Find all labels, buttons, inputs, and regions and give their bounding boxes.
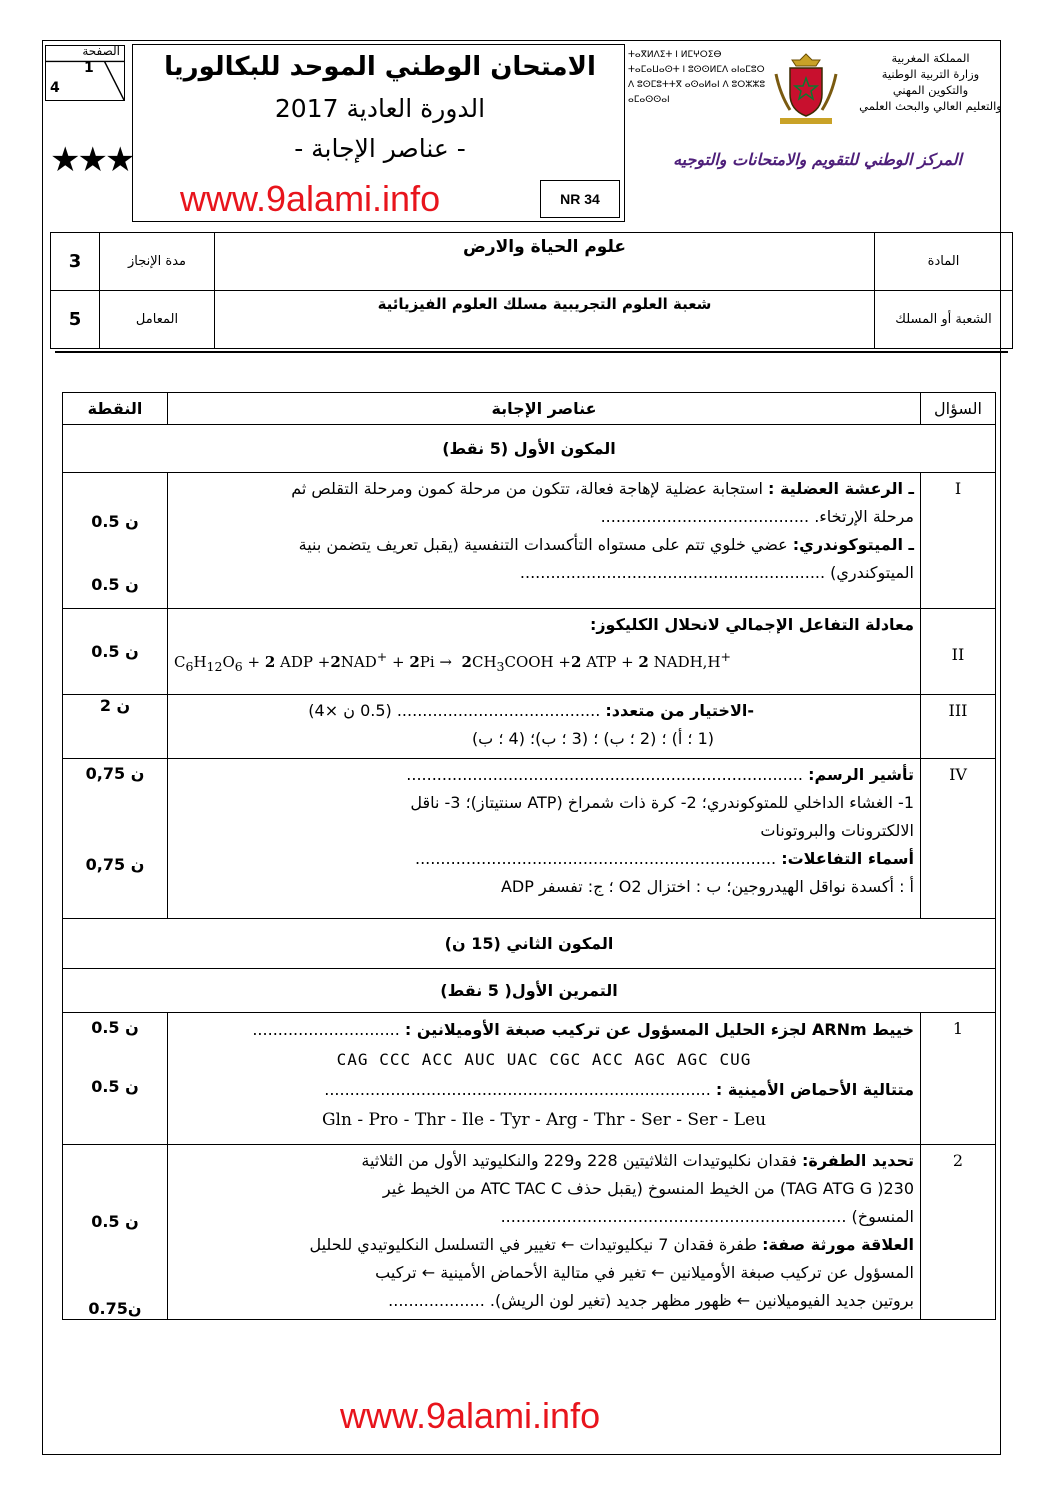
answer-text: استجابة عضلية لإهاجة فعالة، تتكون من مرحلة كمون ومرحلة التقلص ثم	[291, 479, 768, 498]
answer-heading: تأشير الرسم:	[808, 765, 914, 784]
exam-subtitle: - عناصر الإجابة -	[294, 134, 466, 163]
answer-heading: معادلة التفاعل الإجمالي لانحلال الكليكوز:	[589, 615, 914, 634]
answer-text: المسؤول عن تركيب صبغة الأوميلانين ← تغير في متالية الأحماض الأمينية ← تركيب	[375, 1263, 914, 1282]
points-value: 0.5 ن	[91, 1212, 139, 1231]
coefficient-value: 5	[51, 291, 100, 349]
tifinagh-line: ⵜⴰⴳⵍⴷⵉⵜ ⵏ ⵍⵎⵖⵔⵉⴱ	[628, 50, 722, 60]
header-question: السؤال	[921, 393, 996, 425]
answer-heading: تحديد الطفرة:	[802, 1151, 914, 1170]
question-number: 1	[921, 1013, 996, 1145]
website-link-bottom[interactable]: www.9alami.info	[340, 1395, 601, 1436]
header-answers: عناصر الإجابة	[168, 393, 921, 425]
tifinagh-line: ⵜⴰⵎⴰⵡⴰⵙⵜ ⵏ ⵓⵙⵙⵍⵎⴷ ⴰⵏⴰⵎⵓⵔ	[628, 65, 765, 75]
answer-heading: -الاختيار من متعدد:	[605, 701, 754, 720]
ministry-line: وزارة التربية الوطنية	[881, 67, 980, 81]
mcq-answer: (1 ؛ أ) ؛ (2 ؛ ب) ؛ (3 ؛ ب)؛ (4 ؛ ب)	[471, 729, 714, 748]
answer-cell	[168, 759, 921, 919]
answer-cell	[168, 609, 921, 695]
question-number: 2	[921, 1145, 996, 1320]
subject-label: المادة	[875, 233, 1013, 291]
points-cell	[63, 473, 168, 609]
page-number: 1	[84, 60, 94, 76]
ministry-name	[848, 50, 1013, 114]
duration-label: مدة الإنجاز	[100, 233, 215, 291]
points-value: 0.5 ن	[91, 512, 139, 531]
exam-code: NR 34	[540, 180, 620, 218]
question-number: I	[921, 473, 996, 609]
website-link-top[interactable]: www.9alami.info	[180, 178, 441, 219]
answer-cell	[168, 695, 921, 759]
answer-text: بروتين جديد الفيوميلانين ← ظهور مظهر جديد (تغير لون الريش). ...................	[388, 1291, 914, 1310]
answer-dots: .......................................................................	[415, 849, 782, 868]
points-value: 0,75 ن	[85, 855, 145, 874]
branch-name: شعبة العلوم التجريبية مسلك العلوم الفيزيائية	[215, 291, 875, 349]
branch-label: الشعبة أو المسلك	[875, 291, 1013, 349]
answer-table	[62, 392, 996, 1320]
points-value: 0.75ن	[88, 1299, 142, 1318]
mrna-codons: CAG CCC ACC AUC UAC CGC ACC AGC AGC CUG	[336, 1050, 752, 1069]
tifinagh-ministry-text	[628, 48, 768, 108]
answer-text: فقدان نكليوتيدات الثلاثيتين 228 و229 والنكليوتيد الأول من الثلاثية	[361, 1151, 802, 1170]
points-cell	[63, 1145, 168, 1320]
answer-heading: أسماء التفاعلات:	[781, 849, 914, 868]
term-heading: ـ الرعشة العضلية :	[768, 479, 914, 498]
tifinagh-line: ⴷ ⵓⵙⵎⵓⵜⵜⴳ ⴰⵙⴰⵍⴰⵏ ⴷ ⵓⵔⵣⵣⵓ ⴰⵎⴰⵙⵙⴰⵏ	[628, 80, 766, 105]
answer-cell	[168, 1013, 921, 1145]
answer-dots: ..............................................................................	[406, 765, 809, 784]
difficulty-stars: ★★★	[50, 140, 133, 180]
ministry-line: المملكة المغربية	[891, 51, 970, 65]
answer-heading: متتالية الأحماض الأمينية :	[715, 1080, 914, 1099]
answer-text: الميتوكندري) ............................................................	[519, 563, 914, 582]
answer-heading: خييط ARNm لجزء الحليل المسؤول عن تركيب صبغة الأوميلانين :	[404, 1020, 914, 1039]
subject-name: علوم الحياة والارض	[215, 233, 875, 291]
points-value: 0.5 ن	[63, 609, 168, 695]
answer-cell	[168, 473, 921, 609]
question-number: II	[921, 609, 996, 695]
coat-of-arms-icon	[770, 50, 842, 128]
glycolysis-equation: $C_6H_{12}O_6 + 2$ ADP $+2NAD^+ + 2Pi \to 2CH_3COOH +2$ ATP + 2 NADH,H+	[174, 649, 732, 674]
points-value: 0.5 ن	[91, 575, 139, 594]
question-number: III	[921, 695, 996, 759]
points-value: 0.5 ن	[91, 1018, 139, 1037]
answer-text: أ : أكسدة نواقل الهيدروجين؛ ب : اختزال O2 ؛ ج: تفسفر ADP	[500, 877, 914, 896]
section-heading: المكون الأول (5 نقط)	[63, 425, 996, 473]
page-label: الصفحة	[82, 44, 120, 58]
ministry-line: والتعليم العالي والبحث العلمي	[859, 99, 1002, 113]
points-cell	[63, 759, 168, 919]
points-value: 2 ن	[63, 695, 168, 759]
points-value: 0.5 ن	[91, 1077, 139, 1096]
page-number-box	[45, 45, 125, 101]
answer-cell	[168, 1145, 921, 1320]
answer-text: المنسوخ) ....................................................................	[500, 1207, 914, 1226]
answer-text: 1- الغشاء الداخلي للمتوكوندري؛ 2- كرة ذات شمراخ (ATP سنتيتاز)؛ 3- ناقل	[410, 793, 914, 812]
answer-text: طفرة فقدان 7 نيكليوتيدات ← تغيير في التسلسل النكليوتيدي للحليل	[309, 1235, 763, 1254]
ministry-line: والتكوين المهني	[892, 83, 969, 97]
page-total: 4	[50, 80, 60, 96]
points-value: 0,75 ن	[85, 764, 145, 783]
duration-value: 3	[51, 233, 100, 291]
answer-heading: العلاقة مورثة صفة:	[762, 1235, 914, 1254]
header-points: النقطة	[63, 393, 168, 425]
exercise-heading: التمرين الأول( 5 نقط)	[63, 969, 996, 1013]
exam-title: الامتحان الوطني الموحد للبكالوريا	[164, 52, 596, 82]
answer-text: الالكترونات والبروتونات	[760, 821, 914, 840]
answer-dots: ............................................................................	[324, 1080, 716, 1099]
exam-info-table	[50, 232, 1013, 349]
answer-dots: ........................................ (0.5 ن ×4)	[308, 701, 606, 720]
exam-session: الدورة العادية 2017	[274, 94, 486, 123]
evaluation-center-name: المركز الوطني للتقويم والامتحانات والتوجيه	[673, 150, 962, 169]
answer-text: مرحلة الإرتخاء. .........................................	[600, 507, 914, 526]
amino-acid-sequence: Gln - Pro - Thr - Ile - Tyr - Arg - Thr - Ser - Ser - Leu	[321, 1110, 767, 1130]
question-number: IV	[921, 759, 996, 919]
answer-text: 230( TAG ATG G) من الخيط المنسوخ (يقبل حذف ATC TAC C من الخيط غير	[382, 1179, 914, 1198]
answer-dots: .............................	[252, 1020, 405, 1039]
section-heading: المكون الثاني (15 ن)	[63, 919, 996, 969]
term-heading: ـ الميتوكوندري:	[792, 535, 914, 554]
header-divider	[55, 351, 1008, 353]
coefficient-label: المعامل	[100, 291, 215, 349]
answer-text: عضي خلوي تتم على مستواه التأكسدات التنفسية (يقبل تعريف يتضمن بنية	[298, 535, 793, 554]
points-cell	[63, 1013, 168, 1145]
